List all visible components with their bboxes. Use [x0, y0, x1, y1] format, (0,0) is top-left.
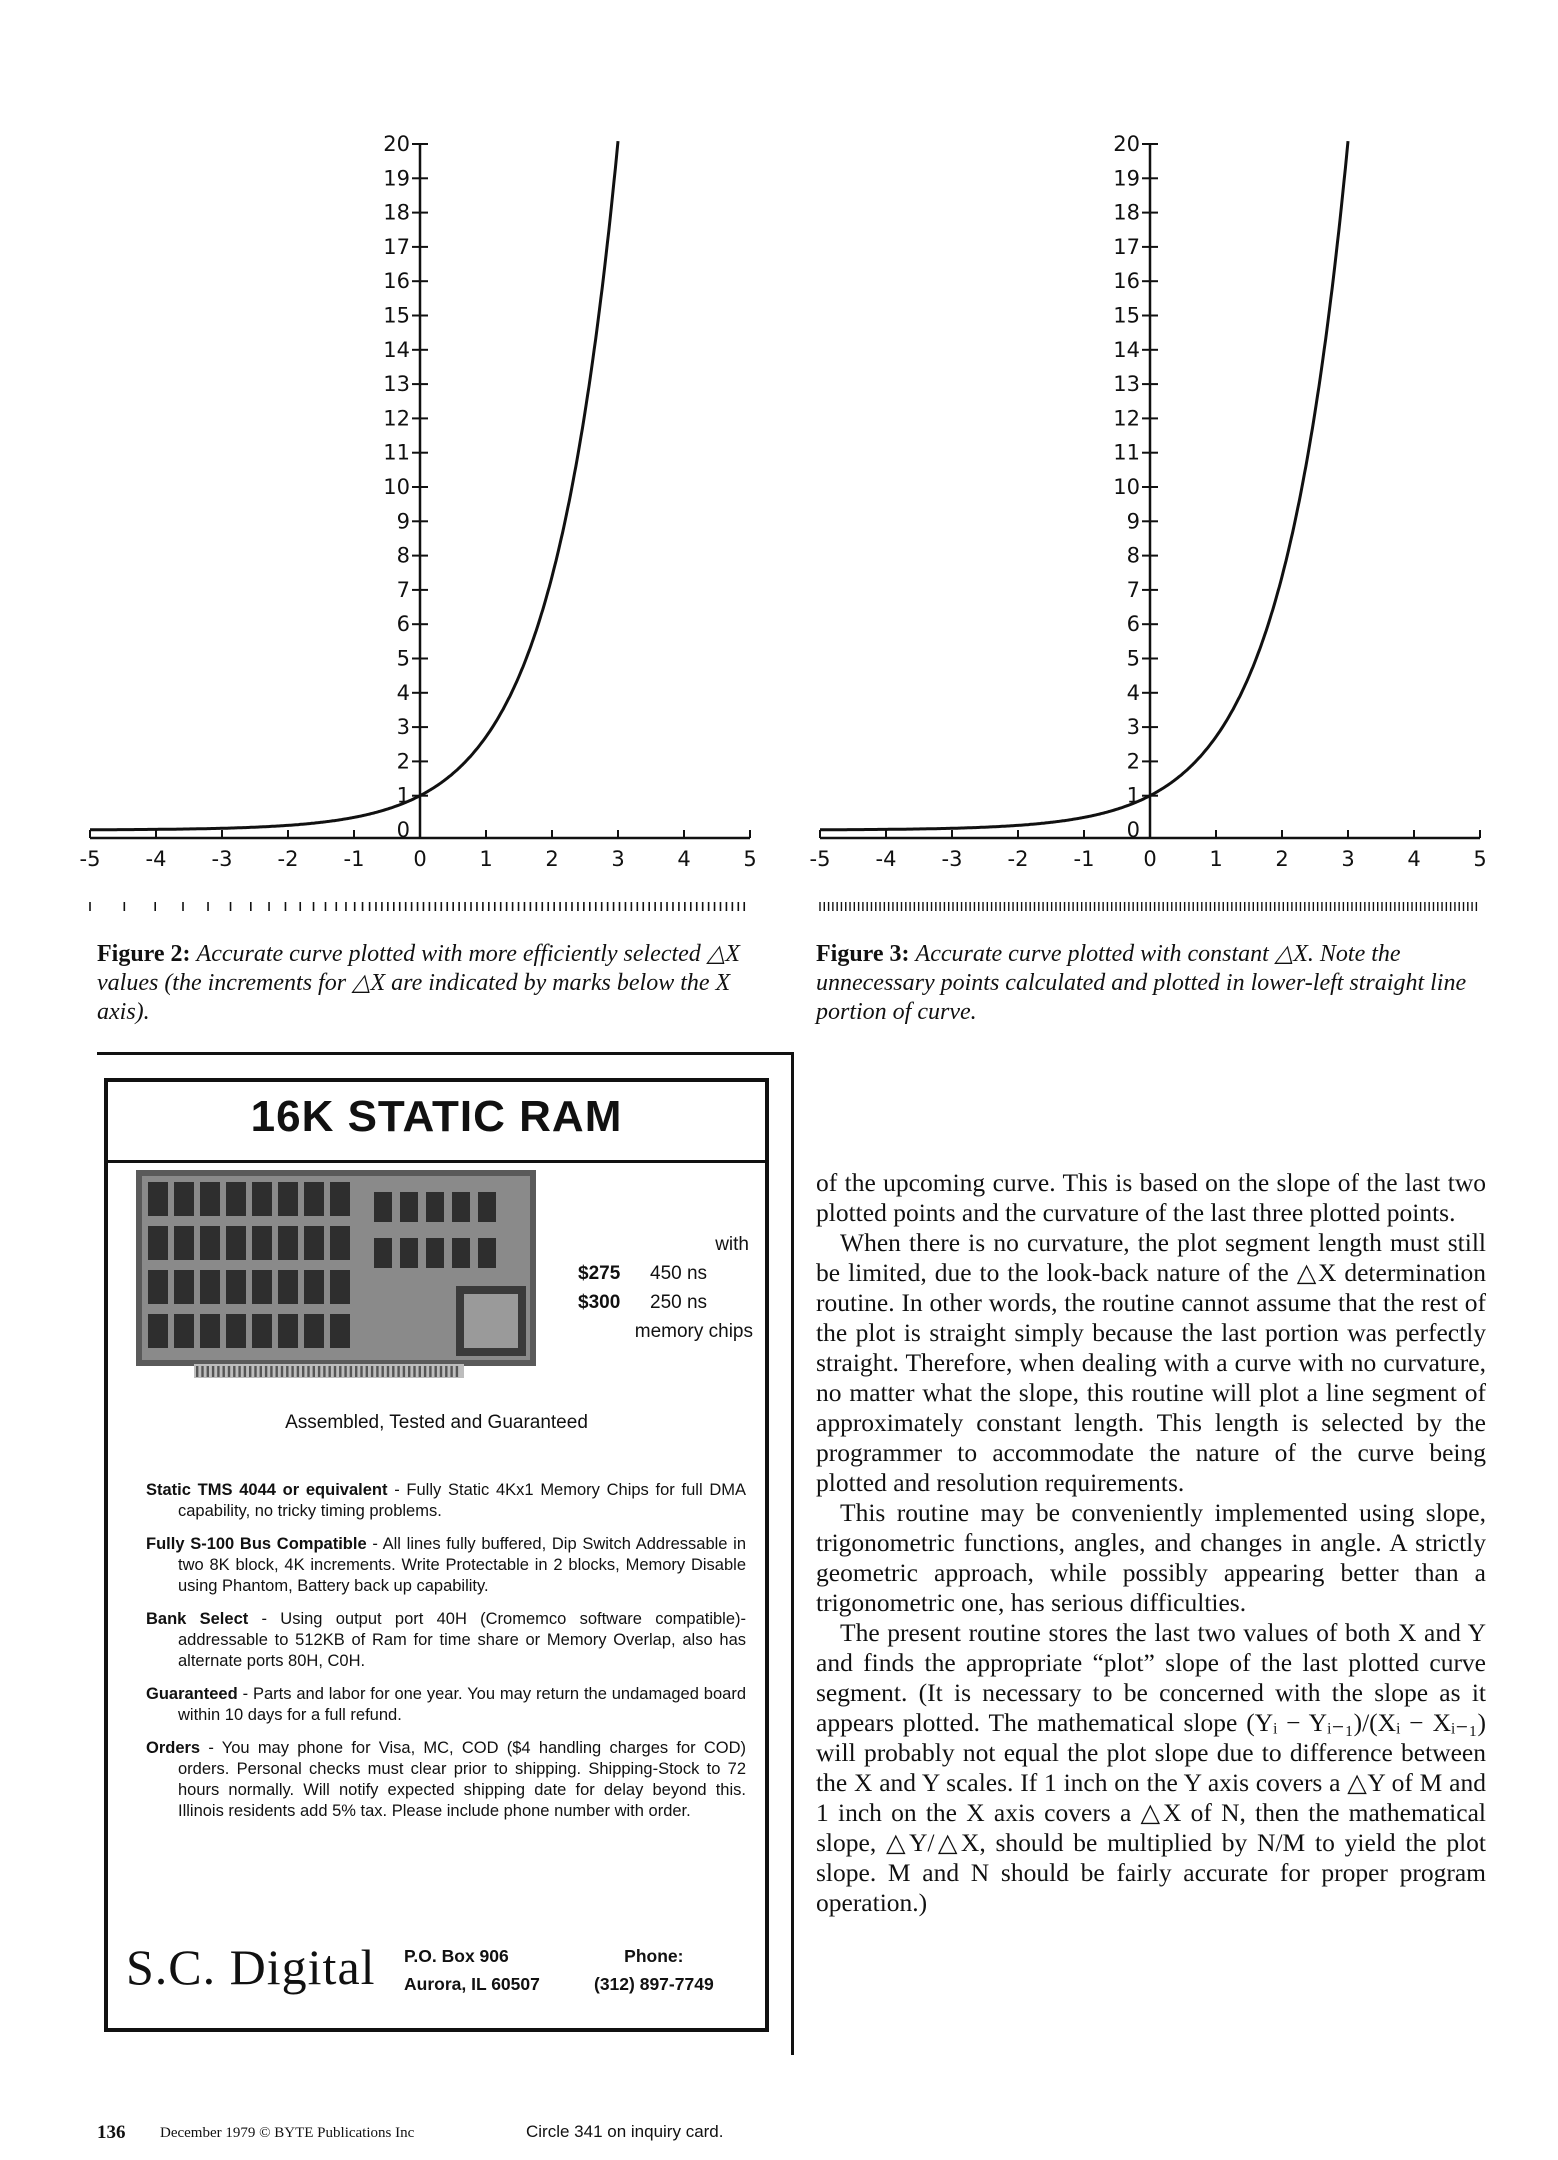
article-paragraph: The present routine stores the last two values of both X and Y and finds the appropriate “plot” slope of the last plotted curve segment. (It is necessary to be concerned with the slope as it appears plotted. The mathematical slope (Yᵢ − Yᵢ₋₁)/(Xᵢ − Xᵢ₋₁) will probably not equal the plot slope due to difference between the X and Y scales. If 1 inch on the Y axis covers a △Y of M and 1 inch on the X axis covers a △X of N, then the mathematical slope, △Y/△X, should be multiplied by N/M to yield the plot slope. M and N should be fairly accurate for proper program operation.) — [816, 1618, 1486, 1917]
chip — [304, 1314, 324, 1348]
chip — [226, 1182, 246, 1216]
chip — [278, 1314, 298, 1348]
edge-connector-pin — [249, 1366, 251, 1377]
price-with-label: with — [715, 1234, 749, 1255]
edge-connector-pin — [339, 1366, 341, 1377]
y-tick-label: 7 — [396, 577, 410, 602]
feature-head: Static TMS 4044 or equivalent — [146, 1481, 388, 1499]
x-tick-label: -4 — [145, 847, 167, 871]
x-tick-label: 2 — [1275, 847, 1289, 871]
edge-connector-pin — [392, 1366, 394, 1377]
exponential-curve — [90, 141, 618, 830]
chip — [226, 1270, 246, 1304]
edge-connector-pin — [429, 1366, 431, 1377]
x-tick-label: 3 — [611, 847, 625, 871]
x-tick-label: -5 — [79, 847, 101, 871]
x-tick-label: 1 — [479, 847, 493, 871]
edge-connector-pin — [435, 1366, 437, 1377]
y-tick-label: 8 — [396, 543, 410, 568]
chip — [174, 1270, 194, 1304]
chip — [304, 1226, 324, 1260]
chip — [452, 1192, 470, 1222]
chip — [278, 1226, 298, 1260]
issue-credit: December 1979 © BYTE Publications Inc — [160, 2125, 415, 2141]
chip — [478, 1238, 496, 1268]
company-logo: S.C. Digital — [126, 1939, 376, 1995]
y-tick-label: 3 — [1126, 715, 1140, 740]
y-tick-label: 20 — [383, 132, 410, 156]
feature-item — [146, 1480, 746, 1522]
edge-connector-pin — [238, 1366, 240, 1377]
x-tick-label: 0 — [1143, 847, 1157, 871]
article-paragraph: This routine may be conveniently implemented using slope, trigonometric functions, angles, and changes in angle. A strictly geometric approach, while possibly appearing better than a trigonometric one, has serious difficulties. — [816, 1498, 1486, 1617]
phone-number: (312) 897-7749 — [594, 1974, 714, 1994]
x-tick-label: 4 — [677, 847, 691, 871]
edge-connector-pin — [355, 1366, 357, 1377]
edge-connector-pin — [424, 1366, 426, 1377]
edge-connector-pin — [281, 1366, 283, 1377]
edge-connector-pin — [408, 1366, 410, 1377]
x-tick-label: 5 — [1473, 847, 1487, 871]
price-speed: 450 ns — [650, 1263, 708, 1284]
edge-connector-pin — [371, 1366, 373, 1377]
y-tick-label: 7 — [1126, 577, 1140, 602]
x-tick-label: -1 — [343, 847, 365, 871]
figure-3-caption-label: Figure 3: — [816, 941, 910, 967]
x-tick-label: -3 — [211, 847, 233, 871]
chip — [252, 1226, 272, 1260]
chip — [148, 1182, 168, 1216]
y-tick-label: 19 — [383, 166, 410, 191]
edge-connector-pin — [382, 1366, 384, 1377]
feature-item — [146, 1609, 746, 1672]
chip — [304, 1182, 324, 1216]
y-tick-label: 11 — [1113, 440, 1140, 465]
figure-2-caption — [97, 940, 767, 1027]
x-tick-label: -3 — [941, 847, 963, 871]
chip — [174, 1182, 194, 1216]
y-tick-label: 20 — [1113, 132, 1140, 156]
chip — [148, 1314, 168, 1348]
feature-list — [146, 1480, 746, 1834]
chip — [330, 1182, 350, 1216]
edge-connector-pin — [323, 1366, 325, 1377]
chip — [174, 1226, 194, 1260]
edge-connector-pin — [212, 1366, 214, 1377]
edge-connector-pin — [276, 1366, 278, 1377]
edge-connector-pin — [419, 1366, 421, 1377]
x-tick-label: 4 — [1407, 847, 1421, 871]
chip — [426, 1192, 444, 1222]
price-list — [578, 1230, 753, 1346]
price-value: $300 — [578, 1292, 621, 1313]
article-body — [816, 1168, 1486, 1918]
y-tick-label: 4 — [1126, 680, 1140, 705]
company-phone — [594, 1942, 714, 1998]
y-tick-label: 19 — [1113, 166, 1140, 191]
edge-connector-pin — [313, 1366, 315, 1377]
chip — [374, 1192, 392, 1222]
y-tick-label: 8 — [1126, 543, 1140, 568]
y-tick-label: 10 — [383, 475, 410, 499]
chip — [478, 1192, 496, 1222]
y-tick-label: 17 — [1113, 234, 1140, 259]
x-tick-label: 5 — [743, 847, 757, 871]
y-tick-label: 9 — [1126, 509, 1140, 534]
figure-3-caption-text: Accurate curve plotted with constant △X. Note the unnecessary points calculated and plotted in lower-left straight line portion of curve. — [816, 941, 1467, 1025]
chip — [148, 1270, 168, 1304]
chip — [330, 1226, 350, 1260]
y-tick-label: 14 — [1113, 337, 1140, 362]
edge-connector-pin — [397, 1366, 399, 1377]
y-tick-label: 1 — [1126, 783, 1140, 808]
edge-connector-pin — [334, 1366, 336, 1377]
x-tick-label: 2 — [545, 847, 559, 871]
price-value: $275 — [578, 1263, 621, 1284]
y-tick-label: 18 — [1113, 200, 1140, 225]
edge-connector-pin — [440, 1366, 442, 1377]
chip — [278, 1270, 298, 1304]
chip — [452, 1238, 470, 1268]
exponential-curve — [820, 141, 1348, 830]
edge-connector-pin — [344, 1366, 346, 1377]
y-tick-label: 6 — [1126, 612, 1140, 637]
edge-connector-pin — [201, 1366, 203, 1377]
y-tick-label: 1 — [396, 783, 410, 808]
y-tick-label: 2 — [396, 749, 410, 774]
edge-connector-pin — [228, 1366, 230, 1377]
y-tick-label: 13 — [383, 372, 410, 397]
chip — [148, 1226, 168, 1260]
edge-connector-pin — [318, 1366, 320, 1377]
edge-connector-pin — [329, 1366, 331, 1377]
y-tick-label: 0 — [396, 818, 410, 842]
chip — [278, 1182, 298, 1216]
feature-item — [146, 1738, 746, 1822]
figure-3-caption — [816, 940, 1486, 1027]
y-tick-label: 11 — [383, 440, 410, 465]
chip — [226, 1314, 246, 1348]
inquiry-line: Circle 341 on inquiry card. — [526, 2122, 724, 2141]
x-tick-label: -1 — [1073, 847, 1095, 871]
x-tick-label: -4 — [875, 847, 897, 871]
y-tick-label: 5 — [1126, 646, 1140, 671]
chip — [200, 1270, 220, 1304]
edge-connector-pin — [291, 1366, 293, 1377]
feature-head: Orders — [146, 1739, 201, 1757]
figure-2-caption-label: Figure 2: — [97, 941, 191, 967]
y-tick-label: 0 — [1126, 818, 1140, 842]
feature-text: - All lines fully buffered, Dip Switch Addressable in two 8K block, 4K increments. Write Protectable in 2 blocks, Memory Disable using Phantom, Battery back up capability. — [178, 1535, 746, 1595]
y-tick-label: 4 — [396, 680, 410, 705]
chip — [252, 1270, 272, 1304]
y-tick-label: 16 — [1113, 269, 1140, 294]
article-paragraph: of the upcoming curve. This is based on the slope of the last two plotted points and the curvature of the last three plotted points. — [816, 1168, 1486, 1227]
feature-text: - Fully Static 4Kx1 Memory Chips for full DMA capability, no tricky timing problems. — [178, 1481, 746, 1520]
edge-connector-pin — [360, 1366, 362, 1377]
feature-head: Fully S-100 Bus Compatible — [146, 1535, 367, 1553]
company-address — [404, 1942, 540, 1998]
y-tick-label: 13 — [1113, 372, 1140, 397]
y-tick-label: 15 — [1113, 303, 1140, 328]
ad-title: 16K STATIC RAM — [250, 1092, 623, 1141]
edge-connector-pin — [302, 1366, 304, 1377]
address-line-2: Aurora, IL 60507 — [404, 1974, 540, 1994]
y-tick-label: 17 — [383, 234, 410, 259]
price-speed: 250 ns — [650, 1292, 708, 1313]
edge-connector-pin — [260, 1366, 262, 1377]
chip — [226, 1226, 246, 1260]
chip — [200, 1314, 220, 1348]
edge-connector-pin — [217, 1366, 219, 1377]
phone-label: Phone: — [624, 1946, 684, 1966]
address-line-1: P.O. Box 906 — [404, 1946, 509, 1966]
figure-3-plot — [790, 110, 1510, 930]
y-tick-label: 16 — [383, 269, 410, 294]
ram-board-photo — [134, 1166, 541, 1382]
feature-head: Guaranteed — [146, 1685, 238, 1703]
feature-item — [146, 1534, 746, 1597]
x-tick-label: -2 — [277, 847, 299, 871]
edge-connector-pin — [297, 1366, 299, 1377]
edge-connector-pin — [254, 1366, 256, 1377]
y-tick-label: 12 — [383, 406, 410, 431]
y-tick-label: 5 — [396, 646, 410, 671]
advertisement — [104, 1078, 769, 2032]
edge-connector-pin — [456, 1366, 458, 1377]
memory-chips-label: memory chips — [634, 1321, 753, 1342]
edge-connector-pin — [376, 1366, 378, 1377]
y-tick-label: 12 — [1113, 406, 1140, 431]
x-tick-label: 1 — [1209, 847, 1223, 871]
x-tick-label: 3 — [1341, 847, 1355, 871]
edge-connector-pin — [207, 1366, 209, 1377]
chip — [400, 1238, 418, 1268]
y-tick-label: 18 — [383, 200, 410, 225]
edge-connector-pin — [387, 1366, 389, 1377]
assembled-tagline: Assembled, Tested and Guaranteed — [285, 1412, 588, 1433]
edge-connector-pin — [450, 1366, 452, 1377]
edge-connector-pin — [445, 1366, 447, 1377]
edge-connector-pin — [233, 1366, 235, 1377]
chip — [200, 1182, 220, 1216]
edge-connector-pin — [286, 1366, 288, 1377]
x-tick-label: -2 — [1007, 847, 1029, 871]
price-row — [578, 1259, 753, 1288]
feature-text: - Parts and labor for one year. You may return the undamaged board within 10 days for a full refund. — [178, 1685, 746, 1724]
y-tick-label: 10 — [1113, 475, 1140, 499]
chip — [252, 1182, 272, 1216]
y-tick-label: 3 — [396, 715, 410, 740]
chip — [330, 1314, 350, 1348]
edge-connector-pin — [196, 1366, 198, 1377]
feature-text: - You may phone for Visa, MC, COD ($4 handling charges for COD) orders. Personal checks must clear prior to shipping. Shipping-Stock to 72 hours normally. Will notify expected shipping date for delay beyond this. Illinois residents add 5% tax. Please include phone number with order. — [178, 1739, 746, 1820]
figure-2-plot — [60, 110, 780, 930]
ad-title-divider — [108, 1160, 765, 1163]
x-tick-label: 0 — [413, 847, 427, 871]
feature-head: Bank Select — [146, 1610, 249, 1628]
chip — [374, 1238, 392, 1268]
chip — [304, 1270, 324, 1304]
edge-connector-pin — [307, 1366, 309, 1377]
edge-connector-pin — [403, 1366, 405, 1377]
chip — [252, 1314, 272, 1348]
chip — [174, 1314, 194, 1348]
edge-connector-pin — [350, 1366, 352, 1377]
y-tick-label: 6 — [396, 612, 410, 637]
edge-connector-pin — [366, 1366, 368, 1377]
chip — [200, 1226, 220, 1260]
edge-connector-pin — [265, 1366, 267, 1377]
y-tick-label: 15 — [383, 303, 410, 328]
article-paragraph: When there is no curvature, the plot segment length must still be limited, due to the look-back nature of the △X determination routine. In other words, the routine cannot assume that the rest of the plot is straight simply because the last portion was perfectly straight. Therefore, when dealing with a curve with no curvature, no matter what the slope, this routine will plot a line segment of approximately constant length. This length is selected by the programmer to accommodate the nature of the curve being plotted and resolution requirements. — [816, 1228, 1486, 1497]
chip — [426, 1238, 444, 1268]
x-tick-label: -5 — [809, 847, 831, 871]
feature-item — [146, 1684, 746, 1726]
edge-connector-pin — [270, 1366, 272, 1377]
y-tick-label: 14 — [383, 337, 410, 362]
figure-2-caption-text: Accurate curve plotted with more efficiently selected △X values (the increments for △X are indicated by marks below the X axis). — [97, 941, 740, 1025]
edge-connector-pin — [223, 1366, 225, 1377]
edge-connector-pin — [413, 1366, 415, 1377]
chip — [400, 1192, 418, 1222]
page-number: 136 — [97, 2122, 126, 2143]
y-tick-label: 9 — [396, 509, 410, 534]
edge-connector-pin — [244, 1366, 246, 1377]
price-row — [578, 1288, 753, 1317]
chip — [330, 1270, 350, 1304]
y-tick-label: 2 — [1126, 749, 1140, 774]
feature-text: - Using output port 40H (Cromemco software compatible)-addressable to 512KB of Ram for time share or Memory Overlap, also has alternate ports 80H, C0H. — [178, 1610, 747, 1670]
